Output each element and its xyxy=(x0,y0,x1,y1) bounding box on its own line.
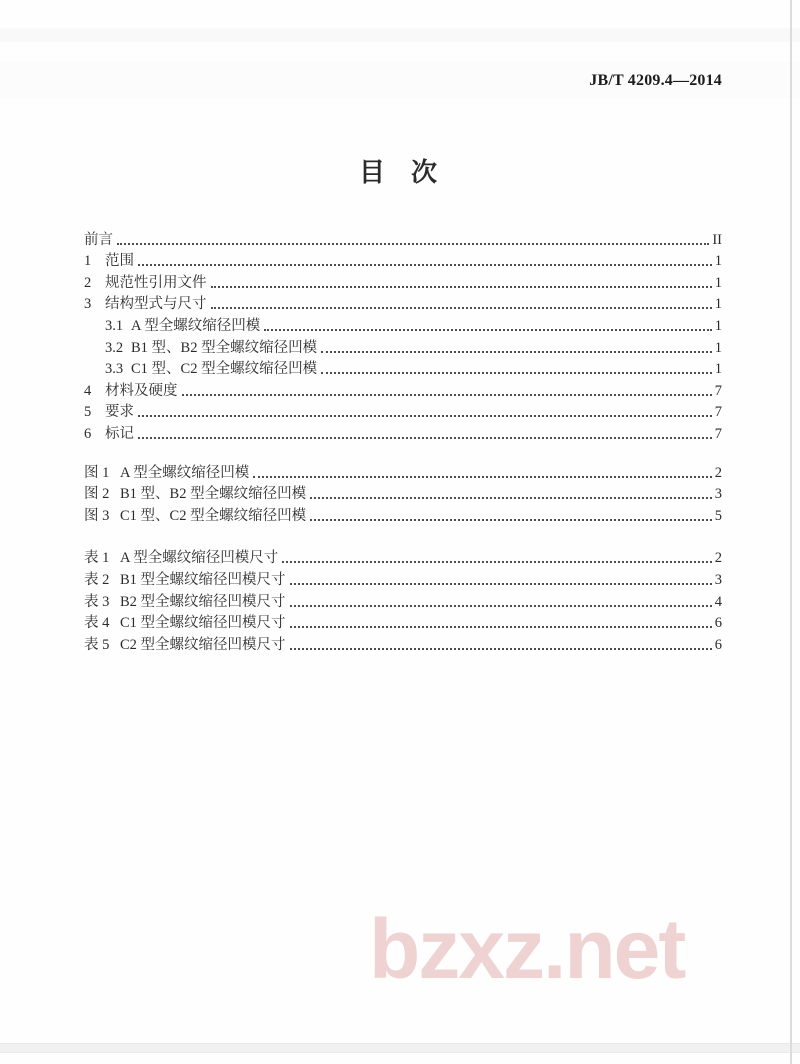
toc-row xyxy=(84,400,722,422)
toc-row xyxy=(84,292,722,314)
dot-leader xyxy=(253,476,711,478)
toc-label: 结构型式与尺寸 xyxy=(105,296,207,313)
dot-leader xyxy=(290,583,712,585)
toc-label: B1 型、B2 型全螺纹缩径凹模 xyxy=(120,486,307,503)
toc-page-number: 1 xyxy=(714,339,722,356)
page-title: 目 次 xyxy=(358,157,437,187)
dot-leader xyxy=(310,497,712,499)
toc-number: 表 1 xyxy=(84,550,110,567)
toc-row xyxy=(84,567,722,589)
toc-tables-group xyxy=(84,546,722,654)
dot-leader xyxy=(264,329,711,331)
toc-row xyxy=(84,227,722,249)
dot-leader xyxy=(182,394,712,396)
toc-label: B2 型全螺纹缩径凹模尺寸 xyxy=(120,593,286,610)
toc-label: A 型全螺纹缩径凹模尺寸 xyxy=(120,550,279,567)
toc-label: C1 型全螺纹缩径凹模尺寸 xyxy=(120,615,286,632)
dot-leader xyxy=(211,307,712,309)
toc-row xyxy=(84,482,722,504)
toc-number: 6 xyxy=(84,425,92,442)
standard-code: JB/T 4209.4—2014 xyxy=(589,72,722,89)
toc-page-number: 2 xyxy=(714,550,722,567)
toc-page-number: 4 xyxy=(714,593,722,610)
toc-page-number: 2 xyxy=(714,464,722,481)
dot-leader xyxy=(321,351,712,353)
scan-streak xyxy=(0,28,800,42)
toc-page-number: 1 xyxy=(714,274,722,291)
toc-number: 2 xyxy=(84,274,92,291)
scan-artifact-band xyxy=(0,1043,800,1053)
toc-page-number: 7 xyxy=(714,382,722,399)
toc-label: 范围 xyxy=(105,253,134,270)
toc-row xyxy=(84,249,722,271)
toc-page-number: 3 xyxy=(714,486,722,503)
toc-row xyxy=(84,460,722,482)
toc-row xyxy=(84,546,722,568)
table-of-contents xyxy=(84,227,722,654)
toc-label: 要求 xyxy=(105,404,134,421)
toc-number: 图 2 xyxy=(84,486,110,503)
dot-leader xyxy=(117,243,709,245)
dot-leader xyxy=(290,626,712,628)
toc-page-number: 5 xyxy=(714,507,722,524)
toc-label: 前言 xyxy=(84,231,113,248)
toc-page-number: 7 xyxy=(714,404,722,421)
toc-label: B1 型全螺纹缩径凹模尺寸 xyxy=(120,571,286,588)
toc-label: 规范性引用文件 xyxy=(105,274,207,291)
dot-leader xyxy=(211,286,712,288)
toc-row xyxy=(84,503,722,525)
dot-leader xyxy=(138,437,712,439)
dot-leader xyxy=(282,561,711,563)
toc-page-number: 7 xyxy=(714,425,722,442)
toc-page-number: 3 xyxy=(714,571,722,588)
toc-number: 3 xyxy=(84,296,92,313)
toc-page-number: 1 xyxy=(714,361,722,378)
dot-leader xyxy=(290,605,712,607)
toc-page-number: 1 xyxy=(714,317,722,334)
toc-label: C1 型、C2 型全螺纹缩径凹模 xyxy=(120,507,307,524)
toc-label: A 型全螺纹缩径凹模 xyxy=(120,464,250,481)
toc-row xyxy=(84,421,722,443)
toc-page-number: 6 xyxy=(714,636,722,653)
toc-number: 5 xyxy=(84,404,92,421)
toc-row xyxy=(84,378,722,400)
dot-leader xyxy=(138,415,712,417)
dot-leader xyxy=(310,519,712,521)
dot-leader xyxy=(138,264,712,266)
toc-row xyxy=(84,357,722,379)
toc-number: 表 2 xyxy=(84,571,110,588)
toc-row xyxy=(84,335,722,357)
toc-page-number: 6 xyxy=(714,615,722,632)
toc-number: 3.2 xyxy=(105,339,124,356)
toc-sections-group xyxy=(84,227,722,443)
toc-row xyxy=(84,313,722,335)
watermark-text: bzxz.net xyxy=(369,902,685,996)
toc-label: A 型全螺纹缩径凹模 xyxy=(131,317,261,334)
toc-label: C1 型、C2 型全螺纹缩径凹模 xyxy=(131,361,318,378)
toc-number: 图 3 xyxy=(84,507,110,524)
toc-label: 标记 xyxy=(105,425,134,442)
toc-number: 表 5 xyxy=(84,636,110,653)
toc-number: 4 xyxy=(84,382,92,399)
dot-leader xyxy=(321,372,712,374)
scan-artifact-line xyxy=(790,0,792,1064)
toc-row xyxy=(84,589,722,611)
toc-row xyxy=(84,632,722,654)
toc-label: C2 型全螺纹缩径凹模尺寸 xyxy=(120,636,286,653)
toc-number: 表 4 xyxy=(84,615,110,632)
toc-page-number: 1 xyxy=(714,253,722,270)
toc-page-number: 1 xyxy=(714,296,722,313)
toc-label: 材料及硬度 xyxy=(105,382,178,399)
toc-number: 图 1 xyxy=(84,464,110,481)
dot-leader xyxy=(290,648,712,650)
toc-number: 3.3 xyxy=(105,361,124,378)
toc-number: 表 3 xyxy=(84,593,110,610)
toc-row xyxy=(84,611,722,633)
toc-number: 3.1 xyxy=(105,317,124,334)
toc-figures-group xyxy=(84,460,722,525)
toc-row xyxy=(84,270,722,292)
toc-label: B1 型、B2 型全螺纹缩径凹模 xyxy=(131,339,318,356)
toc-page-number: II xyxy=(712,231,722,248)
toc-number: 1 xyxy=(84,253,92,270)
